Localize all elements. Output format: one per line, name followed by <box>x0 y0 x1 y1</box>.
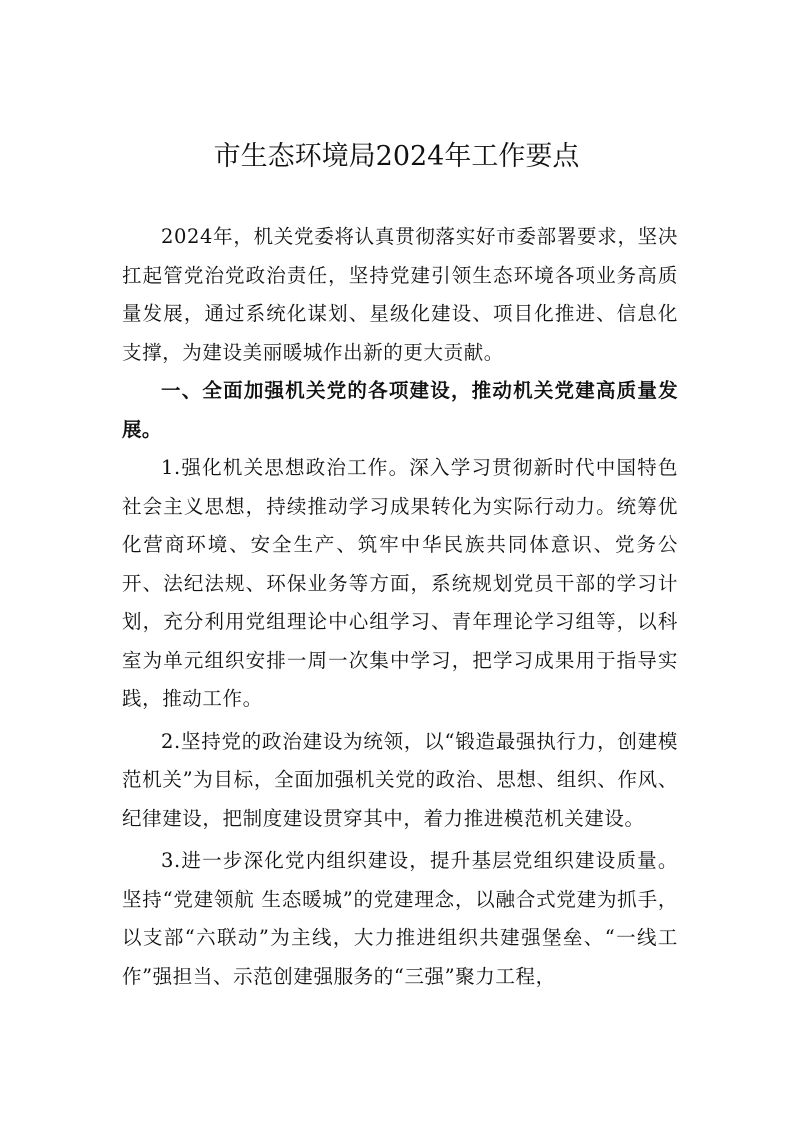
item-3-paragraph: 3.进一步深化党内组织建设，提升基层党组织建设质量。坚持“党建领航 生态暖城”的党建理念，以融合式党建为抓手，以支部“六联动”为主线，大力推进组织共建强堡垒、“一线工作”强担当、示范创建强服务的“三强”聚力工程， <box>122 849 678 988</box>
item-1-paragraph: 1.强化机关思想政治工作。深入学习贯彻新时代中国特色社会主义思想，持续推动学习成果转化为实际行动力。统筹优化营商环境、安全生产、筑牢中华民族共同体意识、党务公开、法纪法规、环保业务等方面，系统规划党员干部的学习计划，充分利用党组理论中心组学习、青年理论学习组等，以科室为单元组织安排一周一次集中学习，把学习成果用于指导实践，推动工作。 <box>122 456 678 710</box>
document-title: 市生态环境局2024年工作要点 <box>213 141 580 172</box>
item-2-paragraph: 2.坚持党的政治建设为统领，以“锻造最强执行力，创建模范机关”为目标，全面加强机关党的政治、思想、组织、作风、纪律建设，把制度建设贯穿其中，着力推进模范机关建设。 <box>122 729 678 830</box>
section-heading-1: 一、全面加强机关党的各项建设，推动机关党建高质量发展。 <box>122 379 678 441</box>
intro-paragraph: 2024年，机关党委将认真贯彻落实好市委部署要求，坚决扛起管党治党政治责任，坚持党建引领生态环境各项业务高质量发展，通过系统化谋划、星级化建设、项目化推进、信息化支撑，为建设美丽暖城作出新的更大贡献。 <box>122 225 678 364</box>
document-body <box>122 218 678 996</box>
